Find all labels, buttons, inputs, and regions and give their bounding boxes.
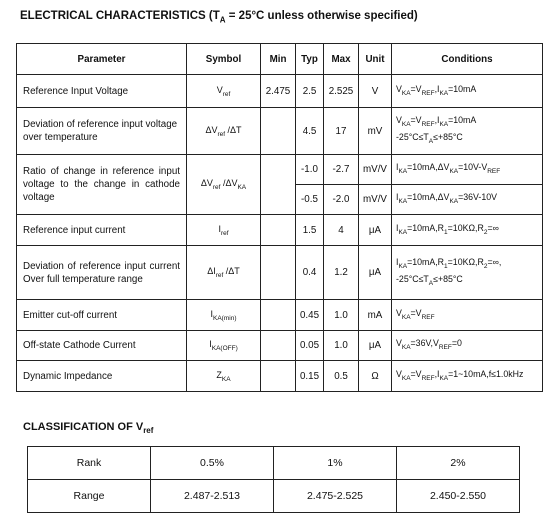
classification-table bbox=[27, 446, 520, 513]
conditions-cell: $I_{KA}=10mA,\Delta V_{KA}=10V-V_{REF}$ bbox=[392, 155, 543, 185]
electrical-characteristics-table bbox=[16, 43, 543, 392]
typ-cell: 0.15 bbox=[296, 361, 324, 392]
unit-cell: μA bbox=[359, 215, 392, 246]
conditions-cell: $V_{KA}=V_{REF}$ bbox=[392, 300, 543, 331]
parameter-cell: Deviation of reference input current Over full temperature range bbox=[17, 246, 187, 300]
typ-cell: 2.5 bbox=[296, 75, 324, 108]
typ-cell: 0.45 bbox=[296, 300, 324, 331]
conditions-cell: $I_{KA}=10mA,R_1=10K\Omega,R_2=\infty$ bbox=[392, 215, 543, 246]
range-cell: 2.450-2.550 bbox=[397, 480, 520, 513]
typ-cell: 0.05 bbox=[296, 331, 324, 361]
unit-cell: mV bbox=[359, 108, 392, 155]
table-row bbox=[17, 246, 543, 300]
max-cell: 2.525 bbox=[324, 75, 359, 108]
parameter-cell: Ratio of change in reference input voltage to the change in cathode voltage bbox=[17, 155, 187, 215]
min-cell bbox=[261, 361, 296, 392]
symbol-cell: $I_{KA(OFF)}$ bbox=[187, 331, 261, 361]
conditions-cell: $I_{KA}=10mA,R_1=10K\Omega,R_2=\infty$, $-25^\circ C\le T_A\le+85^\circ C$ bbox=[392, 246, 543, 300]
max-cell: 1.0 bbox=[324, 300, 359, 331]
max-cell: 1.2 bbox=[324, 246, 359, 300]
range-label-cell: Range bbox=[28, 480, 151, 513]
rank-cell: 0.5% bbox=[151, 447, 274, 480]
rank-cell: 1% bbox=[274, 447, 397, 480]
unit-cell: V bbox=[359, 75, 392, 108]
table-header-row bbox=[17, 44, 543, 75]
header-min: Min bbox=[261, 44, 296, 75]
table-row bbox=[17, 155, 543, 185]
parameter-cell: Emitter cut-off current bbox=[17, 300, 187, 331]
typ-cell: -1.0 bbox=[296, 155, 324, 185]
typ-cell: -0.5 bbox=[296, 185, 324, 215]
table-row bbox=[17, 331, 543, 361]
unit-cell: μA bbox=[359, 331, 392, 361]
conditions-cell: $V_{KA}=36V,V_{REF}=0$ bbox=[392, 331, 543, 361]
symbol-cell: $Z_{KA}$ bbox=[187, 361, 261, 392]
symbol-cell: $\Delta V_{ref}$ /ΔT bbox=[187, 108, 261, 155]
max-cell: 4 bbox=[324, 215, 359, 246]
min-cell bbox=[261, 300, 296, 331]
symbol-cell: $\Delta I_{ref}$ /ΔT bbox=[187, 246, 261, 300]
max-cell: -2.7 bbox=[324, 155, 359, 185]
max-cell: 17 bbox=[324, 108, 359, 155]
symbol-cell: $I_{ref}$ bbox=[187, 215, 261, 246]
table-row bbox=[28, 480, 520, 513]
max-cell: -2.0 bbox=[324, 185, 359, 215]
symbol-cell: $V_{ref}$ bbox=[187, 75, 261, 108]
unit-cell: mV/V bbox=[359, 155, 392, 185]
min-cell bbox=[261, 108, 296, 155]
unit-cell: μA bbox=[359, 246, 392, 300]
unit-cell: Ω bbox=[359, 361, 392, 392]
header-unit: Unit bbox=[359, 44, 392, 75]
conditions-cell: $I_{KA}=10mA,\Delta V_{KA}=36V-10V$ bbox=[392, 185, 543, 215]
typ-cell: 0.4 bbox=[296, 246, 324, 300]
rank-cell: 2% bbox=[397, 447, 520, 480]
header-typ: Typ bbox=[296, 44, 324, 75]
typ-cell: 4.5 bbox=[296, 108, 324, 155]
conditions-cell: $V_{KA}=V_{REF},I_{KA}=10mA$ $-25^\circ C\le T_A\le+85^\circ C$ bbox=[392, 108, 543, 155]
typ-cell: 1.5 bbox=[296, 215, 324, 246]
max-cell: 1.0 bbox=[324, 331, 359, 361]
table-row bbox=[17, 75, 543, 108]
max-cell: 0.5 bbox=[324, 361, 359, 392]
parameter-cell: Dynamic Impedance bbox=[17, 361, 187, 392]
rank-label-cell: Rank bbox=[28, 447, 151, 480]
min-cell bbox=[261, 246, 296, 300]
min-cell: 2.475 bbox=[261, 75, 296, 108]
electrical-characteristics-heading: ELECTRICAL CHARACTERISTICS ($T_A = 25^\circ C$ unless otherwise specified) bbox=[20, 10, 418, 25]
table-row bbox=[28, 447, 520, 480]
symbol-cell: $\Delta V_{ref}$ $/\Delta V_{KA}$ bbox=[187, 155, 261, 215]
table-row bbox=[17, 361, 543, 392]
header-parameter: Parameter bbox=[17, 44, 187, 75]
unit-cell: mA bbox=[359, 300, 392, 331]
range-cell: 2.487-2.513 bbox=[151, 480, 274, 513]
header-symbol: Symbol bbox=[187, 44, 261, 75]
min-cell bbox=[261, 331, 296, 361]
parameter-cell: Reference input current bbox=[17, 215, 187, 246]
range-cell: 2.475-2.525 bbox=[274, 480, 397, 513]
parameter-cell: Reference Input Voltage bbox=[17, 75, 187, 108]
header-conditions: Conditions bbox=[392, 44, 543, 75]
unit-cell: mV/V bbox=[359, 185, 392, 215]
parameter-cell: Deviation of reference input voltage over temperature bbox=[17, 108, 187, 155]
min-cell bbox=[261, 155, 296, 215]
min-cell bbox=[261, 215, 296, 246]
conditions-cell: $V_{KA}=V_{REF},I_{KA}=1\sim 10mA,f\le 1.0kHz$ bbox=[392, 361, 543, 392]
conditions-cell: $V_{KA}=V_{REF},I_{KA}=10mA$ bbox=[392, 75, 543, 108]
table-row bbox=[17, 300, 543, 331]
symbol-cell: $I_{KA(min)}$ bbox=[187, 300, 261, 331]
header-max: Max bbox=[324, 44, 359, 75]
table-row bbox=[17, 108, 543, 155]
table-row bbox=[17, 215, 543, 246]
parameter-cell: Off-state Cathode Current bbox=[17, 331, 187, 361]
classification-heading: CLASSIFICATION OF $V_{ref}$ bbox=[23, 421, 154, 436]
